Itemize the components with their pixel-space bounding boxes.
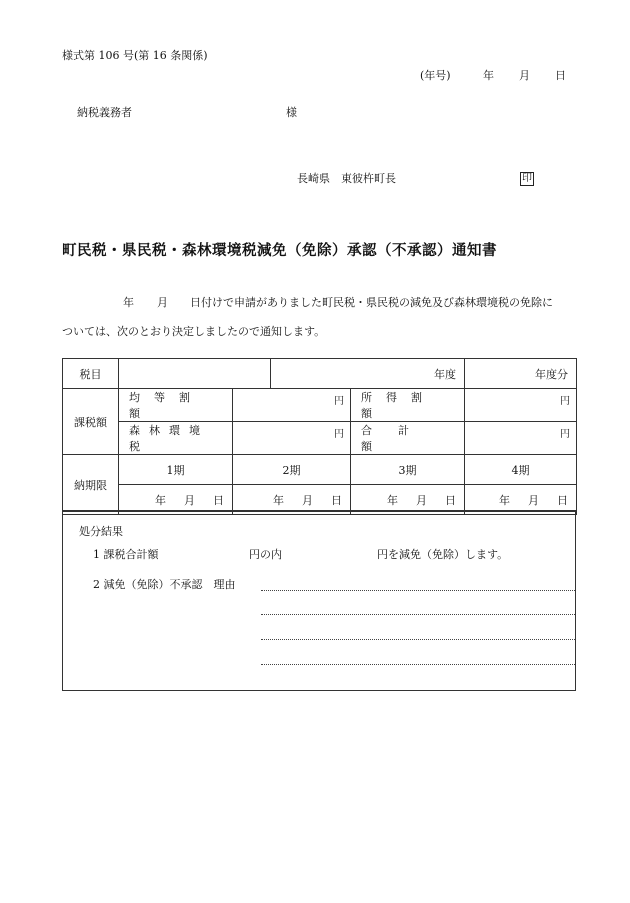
- document-title: 町民税・県民税・森林環境税減免（免除）承認（不承認）通知書: [62, 243, 497, 259]
- reason-line-1: [261, 590, 575, 591]
- per-capita-amount: [233, 389, 351, 422]
- year-unit: 年: [155, 493, 166, 507]
- month-unit: 月: [528, 493, 539, 507]
- seal-mark: 印: [522, 173, 532, 184]
- total-label: [351, 422, 465, 455]
- yen-unit: 円: [334, 396, 344, 407]
- reason-line-2: [261, 614, 575, 615]
- period-2: 2期: [233, 455, 351, 485]
- form-number: 様式第 106 号(第 16 条関係): [62, 49, 208, 62]
- result-item1-text: 1 課税合計額: [93, 548, 159, 561]
- yen-unit: 円: [334, 429, 344, 440]
- income-amount: [465, 389, 577, 422]
- body-text-line1: 日付けで申請がありました町民税・県民税の減免及び森林環境税の免除に: [190, 296, 553, 309]
- per-capita-label: [119, 389, 233, 422]
- forest-amount: [233, 422, 351, 455]
- reason-line-4: [261, 664, 575, 665]
- period-4: 4期: [465, 455, 577, 485]
- fiscal-year: 年度: [271, 359, 465, 389]
- assessment-row-1: [63, 389, 577, 422]
- total-label-text: 合計額: [361, 424, 435, 453]
- year-unit: 年: [387, 493, 398, 507]
- tax-table: [62, 358, 577, 515]
- result-item1-mid: 円の内: [249, 548, 282, 561]
- forest-text: [119, 422, 232, 454]
- assessment-label: 課税額: [63, 389, 119, 455]
- date-era: (年号): [420, 69, 451, 82]
- date-day: 日: [555, 69, 566, 82]
- issuer-name: 長崎県 東彼杵町長: [297, 172, 396, 185]
- income-text: [351, 389, 464, 421]
- reason-line-3: [261, 639, 575, 640]
- date-fields: [233, 492, 350, 508]
- year-unit: 年: [273, 493, 284, 507]
- due-period-row: [63, 455, 577, 485]
- yen-unit: 円: [560, 429, 570, 440]
- assessment-row-2: [63, 422, 577, 455]
- body-month: 月: [157, 296, 168, 309]
- forest-label-text: 森林環境税: [129, 424, 209, 453]
- period-3: 3期: [351, 455, 465, 485]
- total-amount: [465, 422, 577, 455]
- forest-label: [119, 422, 233, 455]
- fiscal-year-portion: 年度分: [465, 359, 577, 389]
- result-heading: 処分結果: [79, 525, 123, 538]
- income-label: [351, 389, 465, 422]
- addressee-label: 納税義務者: [77, 106, 132, 119]
- due-label: 納期限: [63, 455, 119, 515]
- result-item1-end: 円を減免（免除）します。: [377, 548, 509, 561]
- day-unit: 日: [213, 493, 224, 507]
- result-item2-text: 2 減免（免除）不承認 理由: [93, 578, 236, 591]
- period-1: 1期: [119, 455, 233, 485]
- date-fields: [119, 492, 232, 508]
- total-text: [351, 422, 464, 454]
- addressee-honorific: 様: [286, 106, 297, 119]
- tax-item-row: [63, 359, 577, 389]
- tax-item-value: [119, 359, 271, 389]
- day-unit: 日: [331, 493, 342, 507]
- month-unit: 月: [184, 493, 195, 507]
- year-unit: 年: [499, 493, 510, 507]
- date-fields: [465, 492, 576, 508]
- date-fields: [351, 492, 464, 508]
- body-text-line2: ついては、次のとおり決定しましたので通知します。: [62, 325, 326, 338]
- yen-unit: 円: [560, 396, 570, 407]
- income-label-text: 所得割額: [361, 391, 436, 420]
- date-year: 年: [483, 69, 494, 82]
- per-capita-label-text: 均等割額: [129, 391, 204, 420]
- per-capita-text: [119, 389, 232, 421]
- date-month: 月: [519, 69, 530, 82]
- day-unit: 日: [445, 493, 456, 507]
- result-box: [62, 510, 576, 691]
- month-unit: 月: [302, 493, 313, 507]
- tax-item-label: 税目: [63, 359, 119, 389]
- body-year: 年: [123, 296, 134, 309]
- day-unit: 日: [557, 493, 568, 507]
- month-unit: 月: [416, 493, 427, 507]
